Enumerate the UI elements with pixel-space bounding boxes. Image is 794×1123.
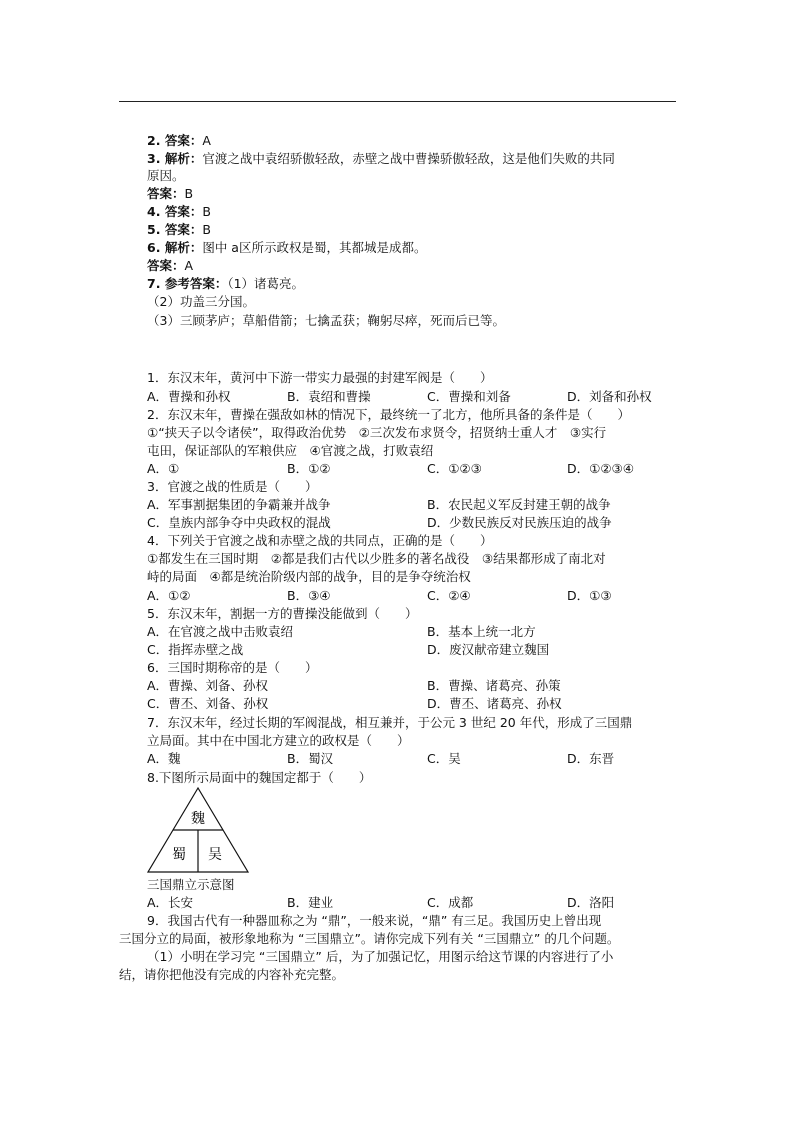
question-4-option-d[interactable]: D．①③ bbox=[567, 588, 612, 603]
question-6-option-c[interactable]: C．曹丕、刘备、孙权 bbox=[147, 696, 269, 711]
question-2-option-b[interactable]: B．①② bbox=[287, 461, 331, 476]
answer-3: 答案：B bbox=[147, 186, 194, 201]
question-4-line2: 峙的局面 ④都是统治阶级内部的战争，目的是争夺统治权 bbox=[147, 569, 471, 584]
question-5-option-c[interactable]: C．指挥赤壁之战 bbox=[147, 642, 244, 657]
question-1-option-d[interactable]: D．刘备和孙权 bbox=[567, 389, 652, 404]
question-9-line2: 三国分立的局面，被形象地称为 “三国鼎立”。请你完成下列有关 “三国鼎立” 的几个问题。 bbox=[119, 931, 620, 946]
question-4-line1: ①都发生在三国时期 ②都是我们古代以少胜多的著名战役 ③结果都形成了南北对 bbox=[147, 551, 606, 566]
question-8-option-c[interactable]: C．成都 bbox=[427, 895, 474, 910]
question-9-line4: 结，请你把他没有完成的内容补充完整。 bbox=[119, 967, 345, 982]
diagram-label-shu: 蜀 bbox=[172, 847, 186, 863]
question-2-option-d[interactable]: D．①②③④ bbox=[567, 461, 634, 476]
question-4-option-a[interactable]: A．①② bbox=[147, 588, 191, 603]
question-7-option-a[interactable]: A．魏 bbox=[147, 751, 181, 766]
question-6-stem: 6．三国时期称帝的是（ ） bbox=[147, 660, 318, 675]
three-kingdoms-diagram bbox=[146, 786, 250, 876]
question-8-option-d[interactable]: D．洛阳 bbox=[567, 895, 615, 910]
question-6-option-d[interactable]: D．曹丕、诸葛亮、孙权 bbox=[427, 696, 562, 711]
question-7-option-d[interactable]: D．东晋 bbox=[567, 751, 615, 766]
question-4-stem: 4．下列关于官渡之战和赤壁之战的共同点，正确的是（ ） bbox=[147, 533, 493, 548]
question-7-option-c[interactable]: C．吴 bbox=[427, 751, 461, 766]
answer-6: 答案：A bbox=[147, 258, 194, 273]
question-1-option-a[interactable]: A．曹操和孙权 bbox=[147, 389, 231, 404]
question-3-option-d[interactable]: D．少数民族反对民族压迫的战争 bbox=[427, 515, 612, 530]
question-5-option-d[interactable]: D．废汉献帝建立魏国 bbox=[427, 642, 550, 657]
question-5-option-b[interactable]: B．基本上统一北方 bbox=[427, 624, 536, 639]
question-2-stem: 2．东汉末年，曹操在强敌如林的情况下，最终统一了北方，他所具备的条件是（ ） bbox=[147, 407, 630, 422]
question-2-line2: 屯田，保证部队的军粮供应 ④官渡之战，打败袁绍 bbox=[147, 443, 434, 458]
answer-3-analysis: 3. 解析：官渡之战中袁绍骄傲轻敌，赤壁之战中曹操骄傲轻敌，这是他们失败的共同 bbox=[147, 151, 615, 166]
question-1-option-c[interactable]: C．曹操和刘备 bbox=[427, 389, 511, 404]
diagram-caption: 三国鼎立示意图 bbox=[147, 877, 235, 892]
answer-7: 7. 参考答案：（1）诸葛亮。 bbox=[147, 276, 305, 291]
answer-7-line2: （2）功盖三分国。 bbox=[147, 294, 255, 309]
question-7-stem: 7．东汉末年，经过长期的军阀混战，相互兼并，于公元 3 世纪 20 年代，形成了三国鼎 bbox=[147, 715, 633, 730]
question-2-option-a[interactable]: A．① bbox=[147, 461, 180, 476]
diagram-label-wu: 吴 bbox=[208, 847, 222, 863]
question-3-stem: 3．官渡之战的性质是（ ） bbox=[147, 479, 318, 494]
answer-3-analysis-cont: 原因。 bbox=[147, 168, 185, 183]
header-rule bbox=[119, 101, 676, 102]
question-5-option-a[interactable]: A．在官渡之战中击败袁绍 bbox=[147, 624, 294, 639]
question-8-option-b[interactable]: B．建业 bbox=[287, 895, 334, 910]
question-1-option-b[interactable]: B．袁绍和曹操 bbox=[287, 389, 371, 404]
question-2-line1: ①“挟天子以令诸侯”，取得政治优势 ②三次发布求贤令，招贤纳士重人才 ③实行 bbox=[147, 425, 607, 440]
question-3-option-b[interactable]: B．农民起义军反封建王朝的战争 bbox=[427, 497, 611, 512]
answer-2: 2. 答案：A bbox=[147, 133, 211, 148]
answer-7-line3: （3）三顾茅庐；草船借箭；七擒孟获；鞠躬尽瘁，死而后已等。 bbox=[147, 313, 505, 328]
question-4-option-b[interactable]: B．③④ bbox=[287, 588, 331, 603]
question-5-stem: 5．东汉末年，割据一方的曹操没能做到（ ） bbox=[147, 606, 418, 621]
question-3-option-c[interactable]: C．皇族内部争夺中央政权的混战 bbox=[147, 515, 331, 530]
diagram-label-wei: 魏 bbox=[191, 811, 205, 827]
question-4-option-c[interactable]: C．②④ bbox=[427, 588, 471, 603]
answer-6-analysis: 6. 解析：图中 a区所示政权是蜀，其都城是成都。 bbox=[147, 240, 427, 255]
answer-4: 4. 答案：B bbox=[147, 204, 211, 219]
question-7-option-b[interactable]: B．蜀汉 bbox=[287, 751, 334, 766]
question-6-option-b[interactable]: B．曹操、诸葛亮、孙策 bbox=[427, 678, 561, 693]
question-6-option-a[interactable]: A．曹操、刘备、孙权 bbox=[147, 678, 269, 693]
question-2-option-c[interactable]: C．①②③ bbox=[427, 461, 482, 476]
question-1-stem: 1．东汉末年，黄河中下游一带实力最强的封建军阀是（ ） bbox=[147, 370, 493, 385]
question-3-option-a[interactable]: A．军事割据集团的争霸兼并战争 bbox=[147, 497, 331, 512]
question-8-option-a[interactable]: A．长安 bbox=[147, 895, 194, 910]
answer-5: 5. 答案：B bbox=[147, 222, 211, 237]
question-8-stem: 8.下图所示局面中的魏国定都于（ ） bbox=[147, 770, 372, 785]
question-9-line3: （1）小明在学习完 “三国鼎立” 后，为了加强记忆，用图示给这节课的内容进行了小 bbox=[147, 949, 614, 964]
question-7-line2: 立局面。其中在中国北方建立的政权是（ ） bbox=[147, 733, 410, 748]
question-9-line1: 9．我国古代有一种器皿称之为 “鼎”，一般来说，“鼎” 有三足。我国历史上曾出现 bbox=[147, 913, 602, 928]
